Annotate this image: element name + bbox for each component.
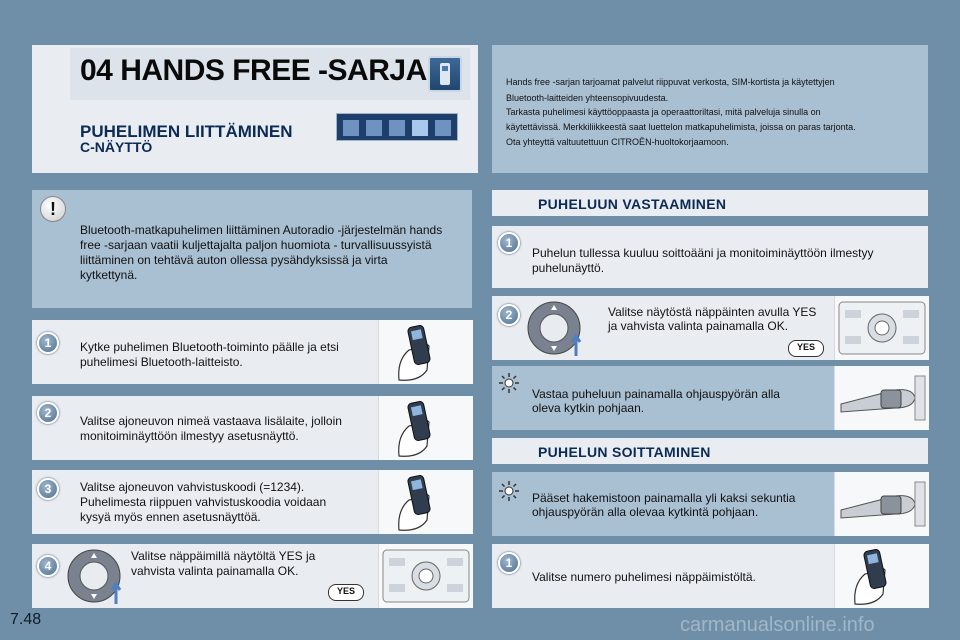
hand-phone-illustration [834,544,929,608]
warning-line-4: kytkettynä. [80,268,138,282]
call-step-2-line-1: Valitse numero puhelimesi näppäimistöltä. [532,570,756,584]
call-section-title: PUHELUN SOITTAMINEN [538,444,711,460]
left-step-1-line-1: Kytke puhelimen Bluetooth-toiminto päälle ja etsi [80,340,339,354]
radio-panel-illustration [834,296,929,360]
left-step-1-line-2: puhelimesi Bluetooth-laitteisto. [80,355,243,369]
intro-line-2: Bluetooth-laitteiden yhteensopivuudesta. [506,93,669,103]
left-step-3-line-2: Puhelimesta riippuen vahvistuskoodia voidaan [80,495,327,509]
display-type-subtitle: C-NÄYTTÖ [80,139,153,155]
step-number-badge: 1 [37,332,59,354]
press-sun-icon [498,480,520,502]
step-number-badge: 1 [498,552,520,574]
hand-phone-illustration [378,470,473,534]
press-sun-icon [498,372,520,394]
nav-dial-illustration [62,546,126,606]
intro-line-3: Tarkasta puhelimesi käyttöoppaasta ja operaattoriltasi, mitä palveluja sinulla on [506,107,821,117]
step-number-badge: 2 [37,402,59,424]
yes-label: YES [328,584,364,601]
call-step-1-line-2: ohjauspyörän alla olevaa kytkintä pohjaan. [532,505,759,519]
page-number: 7.48 [10,611,42,628]
hand-phone-illustration [378,320,473,384]
yes-label: YES [788,340,824,357]
answer-step-1-line-1: Puhelun tullessa kuuluu soittoääni ja monitoiminäyttöön ilmestyy [532,246,874,260]
nav-dial-illustration [522,298,586,358]
intro-line-4: käytettävissä. Merkkiliikkeestä saat luettelon matkapuhelimista, joissa on paras tarjonta. [506,122,856,132]
menu-icon-strip [336,113,458,141]
watermark: carmanualsonline.info [680,614,875,636]
left-step-3-line-1: Valitse ajoneuvon vahvistuskoodi (=1234). [80,480,305,494]
steering-stalk-illustration [834,366,929,430]
warning-line-3: liittäminen on tehtävä auton ollessa pysähdyksissä ja virta [80,253,388,267]
left-step-2-line-2: monitoiminäyttöön ilmestyy asetusnäyttö. [80,429,299,443]
chapter-title: 04 HANDS FREE -SARJA [80,54,427,87]
warning-icon: ! [40,196,66,222]
left-step-3-line-3: kysyä myös ennen asetusnäyttöä. [80,510,261,524]
warning-line-2: free -sarjaan vaatii kuljettajalta paljon huomiota - turvallisuussyistä [80,238,432,252]
call-step-1-line-1: Pääset hakemistoon painamalla yli kaksi sekuntia [532,491,796,505]
intro-line-5: Ota yhteyttä valtuutettuun CITROËN-huoltokorjaamoon. [506,137,729,147]
hand-phone-illustration [378,396,473,460]
answer-step-1-line-2: puhelunäyttö. [532,261,605,275]
intro-line-1: Hands free -sarjan tarjoamat palvelut riippuvat verkosta, SIM-kortista ja käytettyjen [506,77,835,87]
answer-section-title: PUHELUUN VASTAAMINEN [538,196,727,212]
step-number-badge: 1 [498,232,520,254]
warning-line-1: Bluetooth-matkapuhelimen liittäminen Autoradio -järjestelmän hands [80,223,443,237]
step-number-badge: 2 [498,304,520,326]
radio-panel-illustration [378,544,473,608]
left-step-4-line-1: Valitse näppäimillä näytöltä YES ja [131,549,316,563]
answer-step-2-line-2: ja vahvista valinta painamalla OK. [608,319,789,333]
left-step-4-line-2: vahvista valinta painamalla OK. [131,564,299,578]
phone-chapter-icon [428,56,462,92]
answer-step-3-line-2: oleva kytkin pohjaan. [532,401,645,415]
step-number-badge: 3 [37,478,59,500]
answer-step-2-line-1: Valitse näytöstä näppäinten avulla YES [608,305,817,319]
section-title: PUHELIMEN LIITTÄMINEN [80,122,293,141]
step-number-badge: 4 [37,555,59,577]
steering-stalk-illustration [834,472,929,536]
answer-step-3-line-1: Vastaa puheluun painamalla ohjauspyörän alla [532,387,780,401]
left-step-2-line-1: Valitse ajoneuvon nimeä vastaava lisälaite, jolloin [80,414,342,428]
